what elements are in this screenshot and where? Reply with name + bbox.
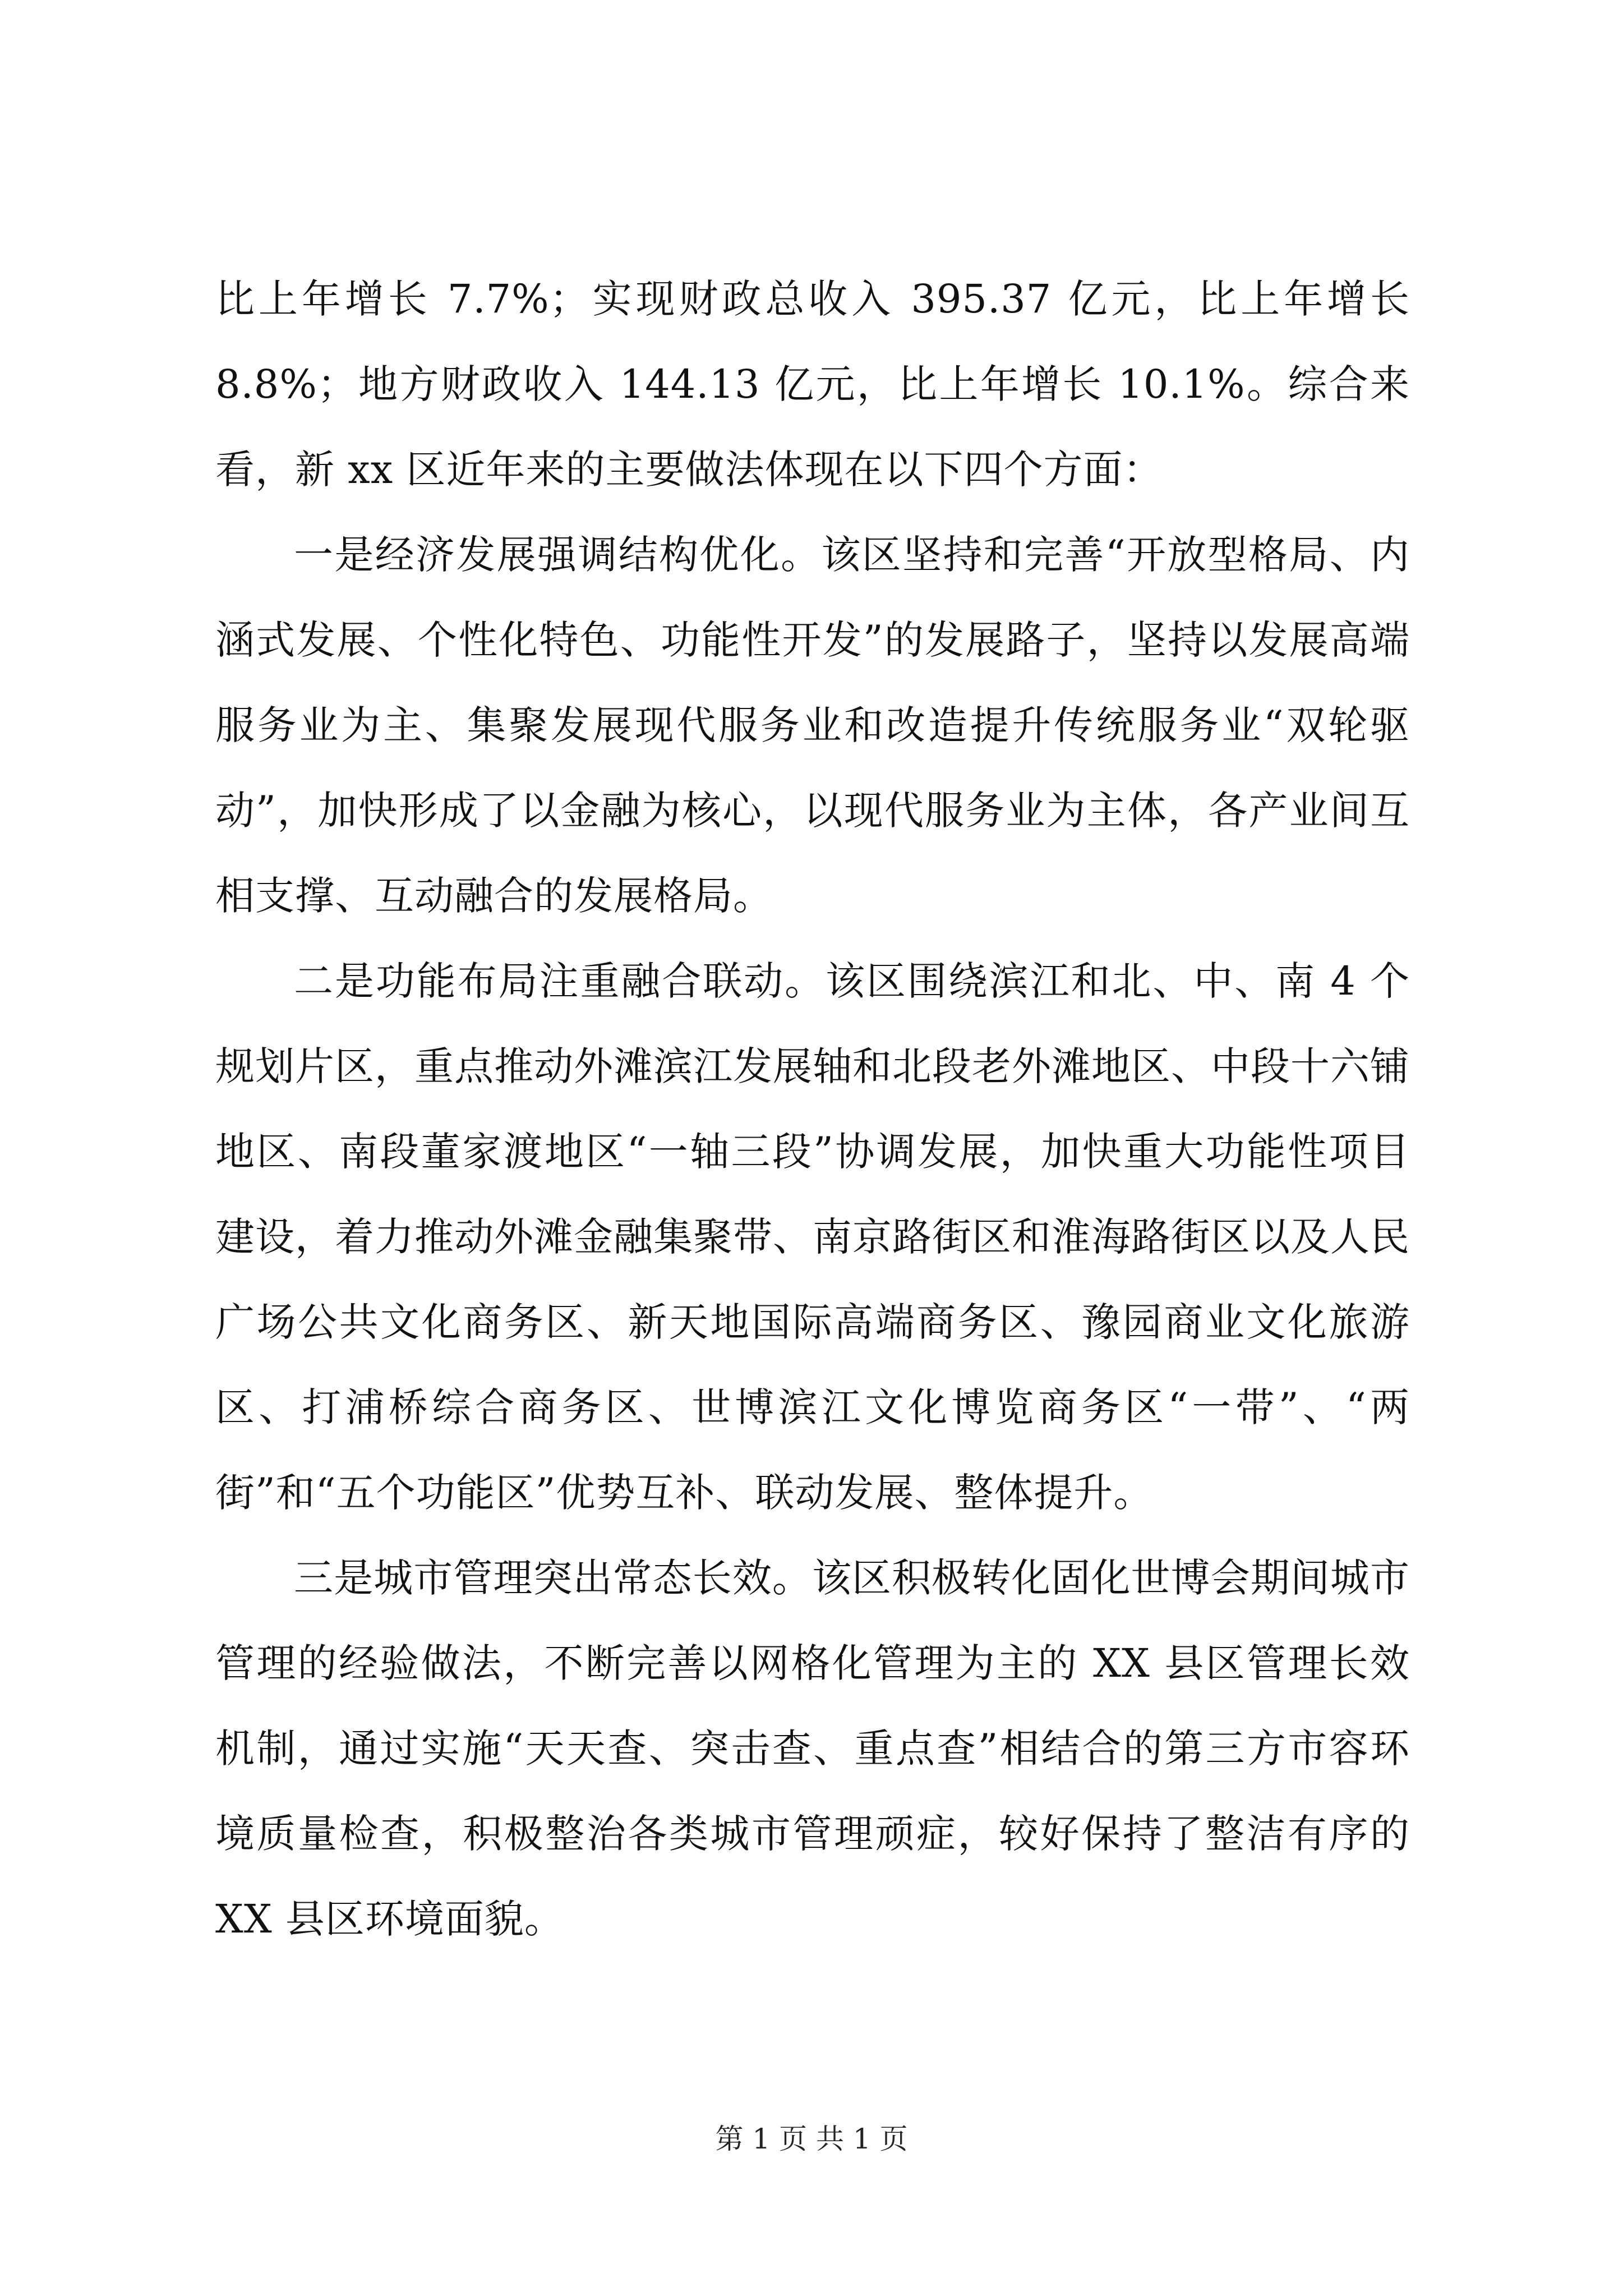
document-body bbox=[215, 256, 1410, 1962]
paragraph-economic-structure: 一是经济发展强调结构优化。该区坚持和完善“开放型格局、内涵式发展、个性化特色、功能性开发”的发展路子，坚持以发展高端服务业为主、集聚发展现代服务业和改造提升传统服务业“双轮驱动”，加快形成了以金融为核心，以现代服务业为主体，各产业间互相支撑、互动融合的发展格局。 bbox=[215, 532, 1410, 919]
paragraph-continuation: 比上年增长 7.7%；实现财政总收入 395.37 亿元，比上年增长 8.8%；地方财政收入 144.13 亿元，比上年增长 10.1%。综合来看，新 xx 区近年来的主要做法体现在以下四个方面： bbox=[215, 276, 1410, 493]
paragraph-city-management: 三是城市管理突出常态长效。该区积极转化固化世博会期间城市管理的经验做法，不断完善以网格化管理为主的 XX 县区管理长效机制，通过实施“天天查、突击查、重点查”相结合的第三方市容环境质量检查，积极整治各类城市管理顽症，较好保持了整洁有序的 XX 县区环境面貌。 bbox=[215, 1555, 1410, 1942]
paragraph-functional-layout: 二是功能布局注重融合联动。该区围绕滨江和北、中、南 4 个规划片区，重点推动外滩滨江发展轴和北段老外滩地区、中段十六铺地区、南段董家渡地区“一轴三段”协调发展，加快重大功能性项目建设，着力推动外滩金融集聚带、南京路街区和淮海路街区以及人民广场公共文化商务区、新天地国际高端商务区、豫园商业文化旅游区、打浦桥综合商务区、世博滨江文化博览商务区“一带”、“两街”和“五个功能区”优势互补、联动发展、整体提升。 bbox=[215, 958, 1410, 1516]
page-footer: 第 1 页 共 1 页 bbox=[715, 2123, 908, 2155]
